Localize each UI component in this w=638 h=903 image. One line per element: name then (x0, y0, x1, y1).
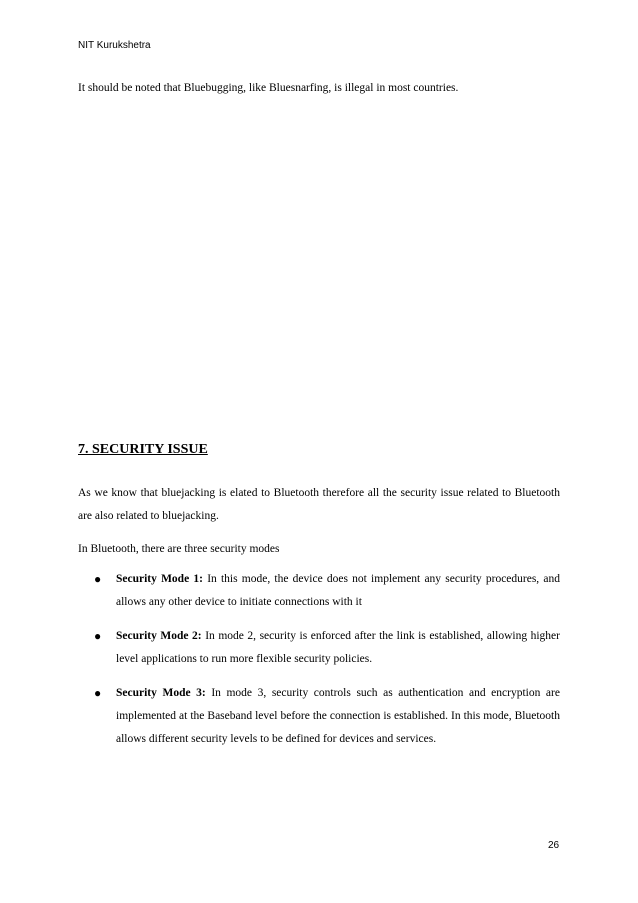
section-paragraph: As we know that bluejacking is elated to Bluetooth therefore all the security issue related to Bluetooth are also related to bluejacking. (78, 487, 560, 522)
bullet-icon: ● (94, 572, 102, 586)
list-item-security-mode-1 (78, 568, 560, 614)
page-header: NIT Kurukshetra (78, 40, 151, 51)
bullet-icon: ● (94, 686, 102, 700)
list-item-security-mode-3 (78, 682, 560, 751)
bullet-icon: ● (94, 629, 102, 643)
section-heading: 7. SECURITY ISSUE (78, 442, 208, 457)
mode-name: Security Mode 3: (116, 687, 206, 699)
mode-description: In mode 2, security is enforced after the link is established, allowing higher level applications to run more flexible security policies. (116, 630, 560, 665)
page-number: 26 (548, 840, 560, 851)
security-modes-list (78, 568, 560, 762)
intro-sentence: It should be noted that Bluebugging, like Bluesnarfing, is illegal in most countries. (78, 82, 459, 94)
mode-name: Security Mode 2: (116, 630, 202, 642)
list-item-security-mode-2 (78, 625, 560, 671)
mode-description: In this mode, the device does not implement any security procedures, and allows any other device to initiate connections with it (116, 573, 560, 608)
modes-intro-paragraph: In Bluetooth, there are three security modes (78, 543, 280, 555)
mode-description: In mode 3, security controls such as authentication and encryption are implemented at the Baseband level before the connection is established. In this mode, Bluetooth allows different security levels to be defined for devices and services. (116, 687, 560, 745)
mode-name: Security Mode 1: (116, 573, 203, 585)
